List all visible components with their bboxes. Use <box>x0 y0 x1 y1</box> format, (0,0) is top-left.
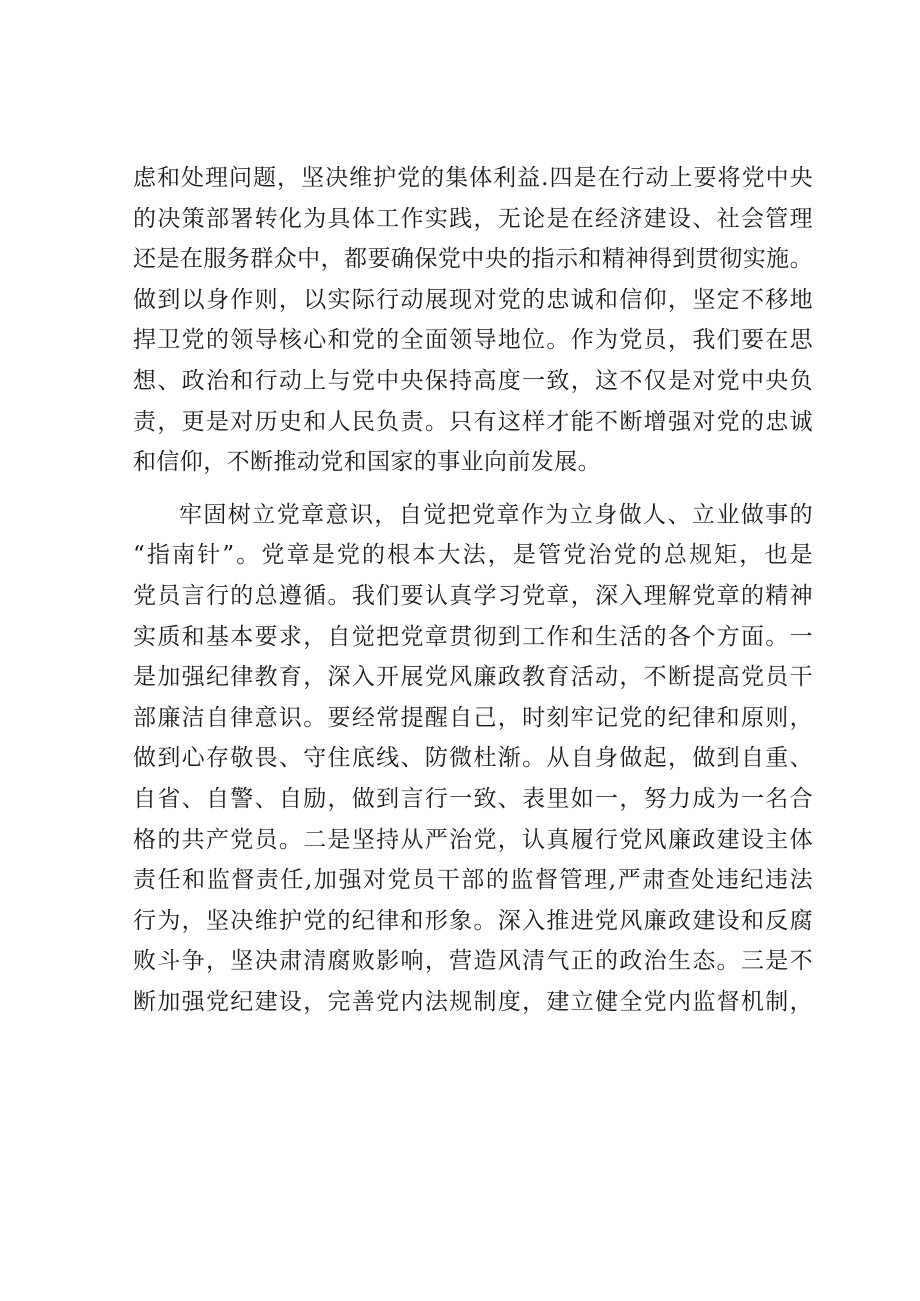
text-line: 自省、自警、自励，做到言行一致、表里如一，努力成为一名合 <box>133 785 813 812</box>
text-line: 想、政治和行动上与党中央保持高度一致，这不仅是对党中央负 <box>133 367 813 394</box>
text-line: 的决策部署转化为具体工作实践，无论是在经济建设、社会管理 <box>133 205 813 232</box>
paragraph-2 <box>133 495 813 1023</box>
text-line: 败斗争，坚决肃清腐败影响，营造风清气正的政治生态。三是不 <box>133 948 813 975</box>
text-line: 捍卫党的领导核心和党的全面领导地位。作为党员，我们要在思 <box>133 327 813 354</box>
paragraph-gap <box>133 483 813 495</box>
text-line: 党员言行的总遵循。我们要认真学习党章，深入理解党章的精神 <box>133 582 813 609</box>
text-line: 行为，坚决维护党的纪律和形象。深入推进党风廉政建设和反腐 <box>133 907 813 934</box>
text-line: 部廉洁自律意识。要经常提醒自己，时刻牢记党的纪律和原则， <box>133 704 813 731</box>
text-line: 格的共产党员。二是坚持从严治党，认真履行党风廉政建设主体 <box>133 826 813 853</box>
text-line: “指南针”。党章是党的根本大法，是管党治党的总规矩，也是 <box>133 542 813 569</box>
text-line: 做到心存敬畏、守住底线、防微杜渐。从自身做起，做到自重、 <box>133 745 813 772</box>
text-line: 实质和基本要求，自觉把党章贯彻到工作和生活的各个方面。一 <box>133 623 813 650</box>
text-line: 责任和监督责任,加强对党员干部的监督管理,严肃查处违纪违法 <box>133 867 813 894</box>
body-text <box>133 158 813 1022</box>
text-line: 断加强党纪建设，完善党内法规制度，建立健全党内监督机制， <box>133 988 813 1015</box>
paragraph-1 <box>133 158 813 483</box>
text-line: 牢固树立党章意识，自觉把党章作为立身做人、立业做事的 <box>179 501 813 528</box>
text-line: 虑和处理问题，坚决维护党的集体利益.四是在行动上要将党中央 <box>133 165 813 191</box>
text-line: 和信仰，不断推动党和国家的事业向前发展。 <box>133 449 601 476</box>
text-line: 还是在服务群众中，都要确保党中央的指示和精神得到贯彻实施。 <box>133 246 813 273</box>
text-line: 做到以身作则，以实际行动展现对党的忠诚和信仰，坚定不移地 <box>133 286 813 313</box>
text-line: 责，更是对历史和人民负责。只有这样才能不断增强对党的忠诚 <box>133 408 813 435</box>
text-line: 是加强纪律教育，深入开展党风廉政教育活动，不断提高党员干 <box>133 664 813 691</box>
